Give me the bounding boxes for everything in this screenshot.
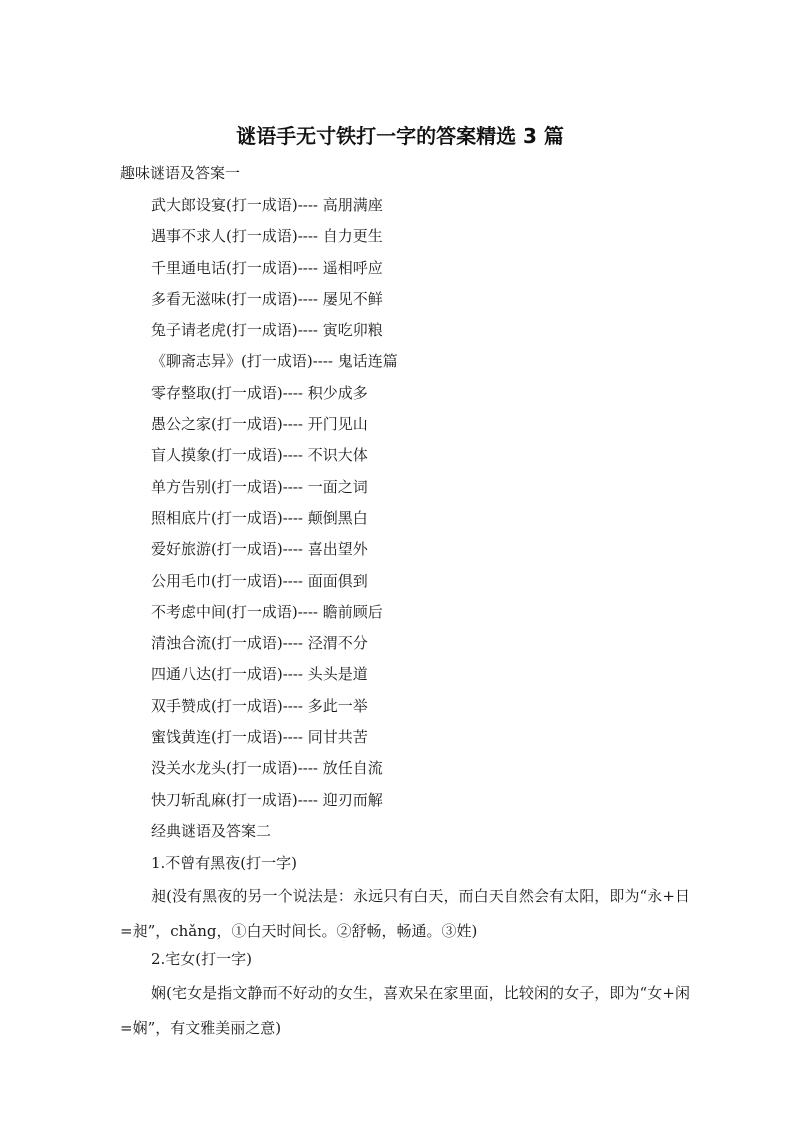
riddle-item: 双手赞成(打一成语)---- 多此一举 <box>151 696 368 715</box>
riddle-item: 爱好旅游(打一成语)---- 喜出望外 <box>151 540 368 559</box>
riddle-item: 愚公之家(打一成语)---- 开门见山 <box>151 415 368 434</box>
riddle-item: 照相底片(打一成语)---- 颠倒黑白 <box>151 508 368 527</box>
riddle-item: 没关水龙头(打一成语)---- 放任自流 <box>151 759 383 778</box>
riddle-item: 公用毛巾(打一成语)---- 面面俱到 <box>151 571 368 590</box>
riddle-item: 四通八达(打一成语)---- 头头是道 <box>151 665 368 684</box>
riddle-item: 快刀斩乱麻(打一成语)---- 迎刃而解 <box>151 790 383 809</box>
riddle-item: 清浊合流(打一成语)---- 泾渭不分 <box>151 634 368 653</box>
riddle-item: 兔子请老虎(打一成语)---- 寅吃卯粮 <box>151 321 383 340</box>
riddle-item: 不考虑中间(打一成语)---- 瞻前顾后 <box>151 602 383 621</box>
document-title: 谜语手无寸铁打一字的答案精选 3 篇 <box>236 124 564 148</box>
section-heading-2: 经典谜语及答案二 <box>151 822 272 840</box>
riddle-item: 蜜饯黄连(打一成语)---- 同甘共苦 <box>151 728 368 747</box>
question-2: 2.宅女(打一字) <box>151 950 253 968</box>
riddle-item: 零存整取(打一成语)---- 积少成多 <box>151 383 368 402</box>
answer-1: 昶(没有黑夜的另一个说法是：永远只有白天，而白天自然会有太阳，即为“永+日=昶”，chǎng，①白天时间长。②舒畅，畅通。③姓) <box>120 887 690 940</box>
riddle-item: 千里通电话(打一成语)---- 遥相呼应 <box>151 258 383 277</box>
answer-2: 娴(宅女是指文静而不好动的女生，喜欢呆在家里面，比较闲的女子，即为“女+闲=娴”，有文雅美丽之意) <box>120 984 690 1037</box>
riddle-item: 多看无滋味(打一成语)---- 屡见不鲜 <box>151 289 383 308</box>
riddle-item: 武大郎设宴(打一成语)---- 高朋满座 <box>151 196 383 214</box>
riddle-item: 盲人摸象(打一成语)---- 不识大体 <box>151 446 368 465</box>
riddle-item: 《聊斋志异》(打一成语)---- 鬼话连篇 <box>151 352 398 371</box>
question-1: 1.不曾有黑夜(打一字) <box>151 854 298 872</box>
section-heading-1: 趣味谜语及答案一 <box>120 164 241 182</box>
riddle-list <box>151 194 751 820</box>
riddle-item: 遇事不求人(打一成语)---- 自力更生 <box>151 227 383 246</box>
riddle-item: 单方告别(打一成语)---- 一面之词 <box>151 477 368 496</box>
